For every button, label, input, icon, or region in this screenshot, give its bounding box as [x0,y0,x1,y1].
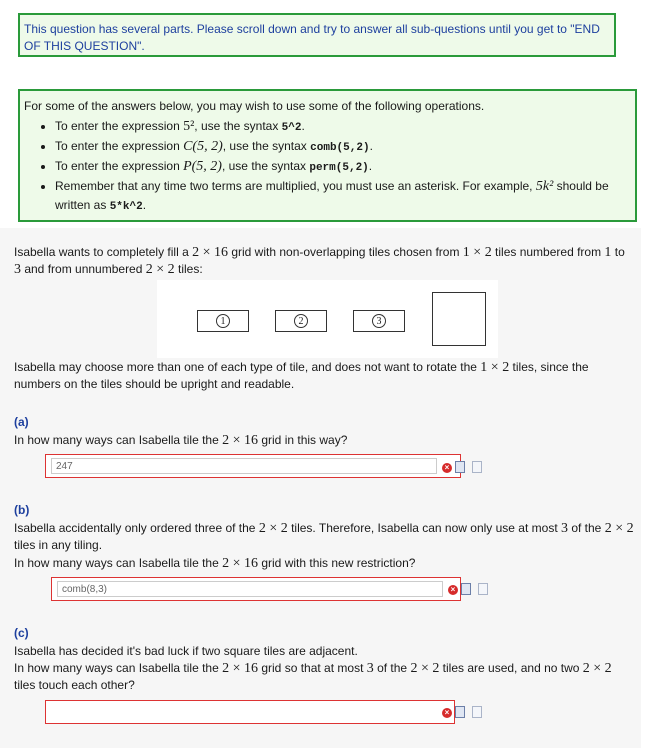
part-c-label: (c) [14,626,29,640]
operations-hint-box [18,89,637,222]
part-a-answer-box [45,454,461,478]
operations-item: • Remember that any time two terms are multiplied, you must use an asterisk. For example, 5k² should be written as 5*k^2. [55,177,631,216]
error-icon: × [442,463,452,473]
operations-item: • To enter the expression 5², use the syntax 5^2. [55,117,631,137]
part-a-label: (a) [14,415,29,429]
operations-item: • To enter the expression P(5, 2), use the syntax perm(5,2). [55,157,631,177]
validate-icon[interactable] [455,706,465,718]
part-b-answer-box [51,577,461,601]
part-c-answer-input[interactable] [51,704,447,720]
part-a-answer-input[interactable] [51,458,437,474]
operations-item: • To enter the expression C(5, 2), use the syntax comb(5,2). [55,137,631,157]
error-icon: × [448,585,458,595]
info-icon[interactable] [478,583,488,595]
validate-icon[interactable] [461,583,471,595]
validate-icon[interactable] [455,461,465,473]
part-a-question: In how many ways can Isabella tile the 2 × 16 grid in this way? [14,433,348,448]
problem-note: Isabella may choose more than one of each type of tile, and does not want to rotate the 1 × 2 tiles, since the numbers on the tiles should be upright and readable. [14,360,589,391]
square-tile [432,292,486,346]
problem-statement: Isabella wants to completely fill a 2 × 16 grid with non-overlapping tiles chosen from 1 × 2 tiles numbered from 1 to 3 and from unnumbered 2 × 2 tiles: [14,245,625,277]
info-icon[interactable] [472,461,482,473]
part-c-question: In how many ways can Isabella tile the 2 × 16 grid so that at most 3 of the 2 × 2 tiles are used, and no two 2 × 2 tiles touch each other? [14,661,612,692]
part-b-label: (b) [14,503,30,517]
info-icon[interactable] [472,706,482,718]
question-content [0,228,641,748]
part-b-question: In how many ways can Isabella tile the 2 × 16 grid with this new restriction? [14,556,416,571]
tiles-illustration [157,280,498,358]
part-c-answer-box [45,700,455,724]
scroll-notice [18,13,616,57]
tile-1: 1 [197,310,249,332]
error-icon: × [442,708,452,718]
tile-3: 3 [353,310,405,332]
tile-2: 2 [275,310,327,332]
part-c-statement: Isabella has decided it's bad luck if two square tiles are adjacent. [14,644,358,658]
scroll-notice-text: This question has several parts. Please scroll down and try to answer all sub-questions until you get to "END OF THIS QUESTION". [24,22,600,53]
part-b-statement: Isabella accidentally only ordered three of the 2 × 2 tiles. Therefore, Isabella can now only use at most 3 of the 2 × 2 tiles in any tiling. [14,521,634,552]
operations-list [24,117,631,216]
part-b-answer-input[interactable] [57,581,443,597]
operations-intro: For some of the answers below, you may wish to use some of the following operations. [24,99,485,113]
